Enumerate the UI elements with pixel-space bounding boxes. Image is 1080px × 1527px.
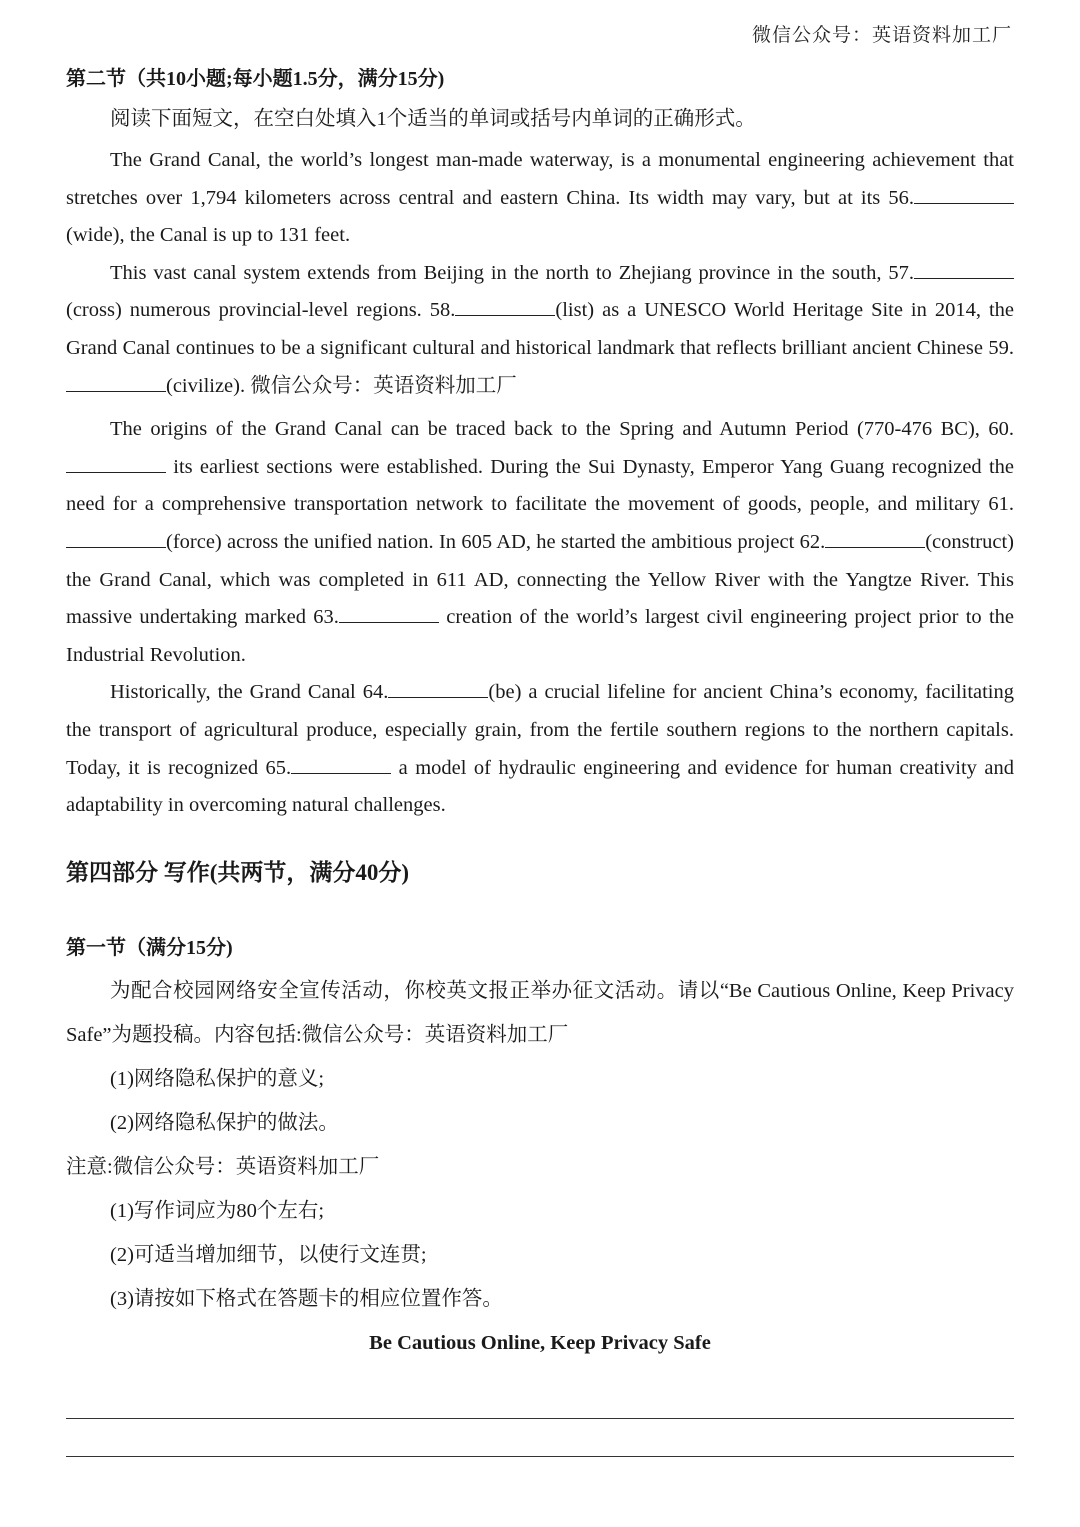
part4-section1-heading: 第一节（满分15分) (66, 936, 233, 959)
part4-heading: 第四部分 写作(共两节，满分40分) (66, 859, 410, 885)
blank-62 (825, 527, 925, 547)
blank-58 (455, 296, 555, 316)
passage-paragraph-1: The Grand Canal, the world’s longest man-made waterway, is a monumental engineering achievement that stretches over 1,794 kilometers across central and eastern China. Its width may vary, but at its 56.(wide), the Canal is up to 131 feet. (66, 149, 1014, 247)
content-point-2: (2)网络隐私保护的做法。 (110, 1111, 339, 1134)
section2-instruction: 阅读下面短文，在空白处填入1个适当的单词或括号内单词的正确形式。 (110, 108, 756, 130)
blank-57 (914, 258, 1014, 278)
note-2: (2)可适当增加细节，以使行文连贯; (110, 1243, 427, 1266)
section2-heading: 第二节（共10小题;每小题1.5分，满分15分) (66, 68, 445, 90)
blank-63 (339, 603, 439, 623)
passage-paragraph-3: The origins of the Grand Canal can be traced back to the Spring and Autumn Period (770-476 BC), 60. its earliest sections were established. During the Sui Dynasty, Emperor Yang Guang recognized the need for a comprehensive transportation network to facilitate the movement of goods, people, and military 61.(force) across the unified nation. In 605 AD, he started the ambitious project 62. (construct) the Grand Canal, which was completed in 611 AD, connecting the Yellow River with the Yangtze River. This massive undertaking marked 63. creation of the world’s largest civil engineering project prior to the Industrial Revolution. (66, 418, 1014, 666)
writing-prompt: 为配合校园网络安全宣传活动，你校英文报正举办征文活动。请以“Be Cautious Online, Keep Privacy Safe”为题投稿。内容包括:微信公众号：英语资料加工厂 (66, 979, 1014, 1046)
note-heading: 注意:微信公众号：英语资料加工厂 (66, 1155, 380, 1178)
answer-line-1 (66, 1418, 1014, 1419)
blank-60 (66, 452, 166, 472)
note-3: (3)请按如下格式在答题卡的相应位置作答。 (110, 1287, 503, 1310)
blank-61 (66, 527, 166, 547)
content-point-1: (1)网络隐私保护的意义; (110, 1067, 325, 1090)
essay-title: Be Cautious Online, Keep Privacy Safe (369, 1331, 711, 1354)
blank-56 (914, 183, 1014, 203)
passage-paragraph-4: Historically, the Grand Canal 64. (be) a crucial lifeline for ancient China’s economy, facilitating the transport of agricultural produce, especially grain, from the fertile southern regions to the northern capitals. Today, it is recognized 65. a model of hydraulic engineering and evidence for human creativity and adaptability in overcoming natural challenges. (66, 674, 1014, 824)
answer-line-2 (66, 1456, 1014, 1457)
watermark-header: 微信公众号：英语资料加工厂 (751, 25, 1012, 46)
document-page (66, 62, 1014, 1365)
blank-64 (388, 678, 488, 698)
blank-65 (291, 753, 391, 773)
passage-paragraph-2: This vast canal system extends from Beijing in the north to Zhejiang province in the south, 57.(cross) numerous provincial-level regions. 58. (list) as a UNESCO World Heritage Site in 2014, the Grand Canal continues to be a significant cultural and historical landmark that reflects brilliant ancient Chinese 59.(civilize). 微信公众号：英语资料加工厂 (66, 255, 1014, 405)
note-1: (1)写作词应为80个左右; (110, 1199, 325, 1222)
blank-59 (66, 371, 166, 391)
